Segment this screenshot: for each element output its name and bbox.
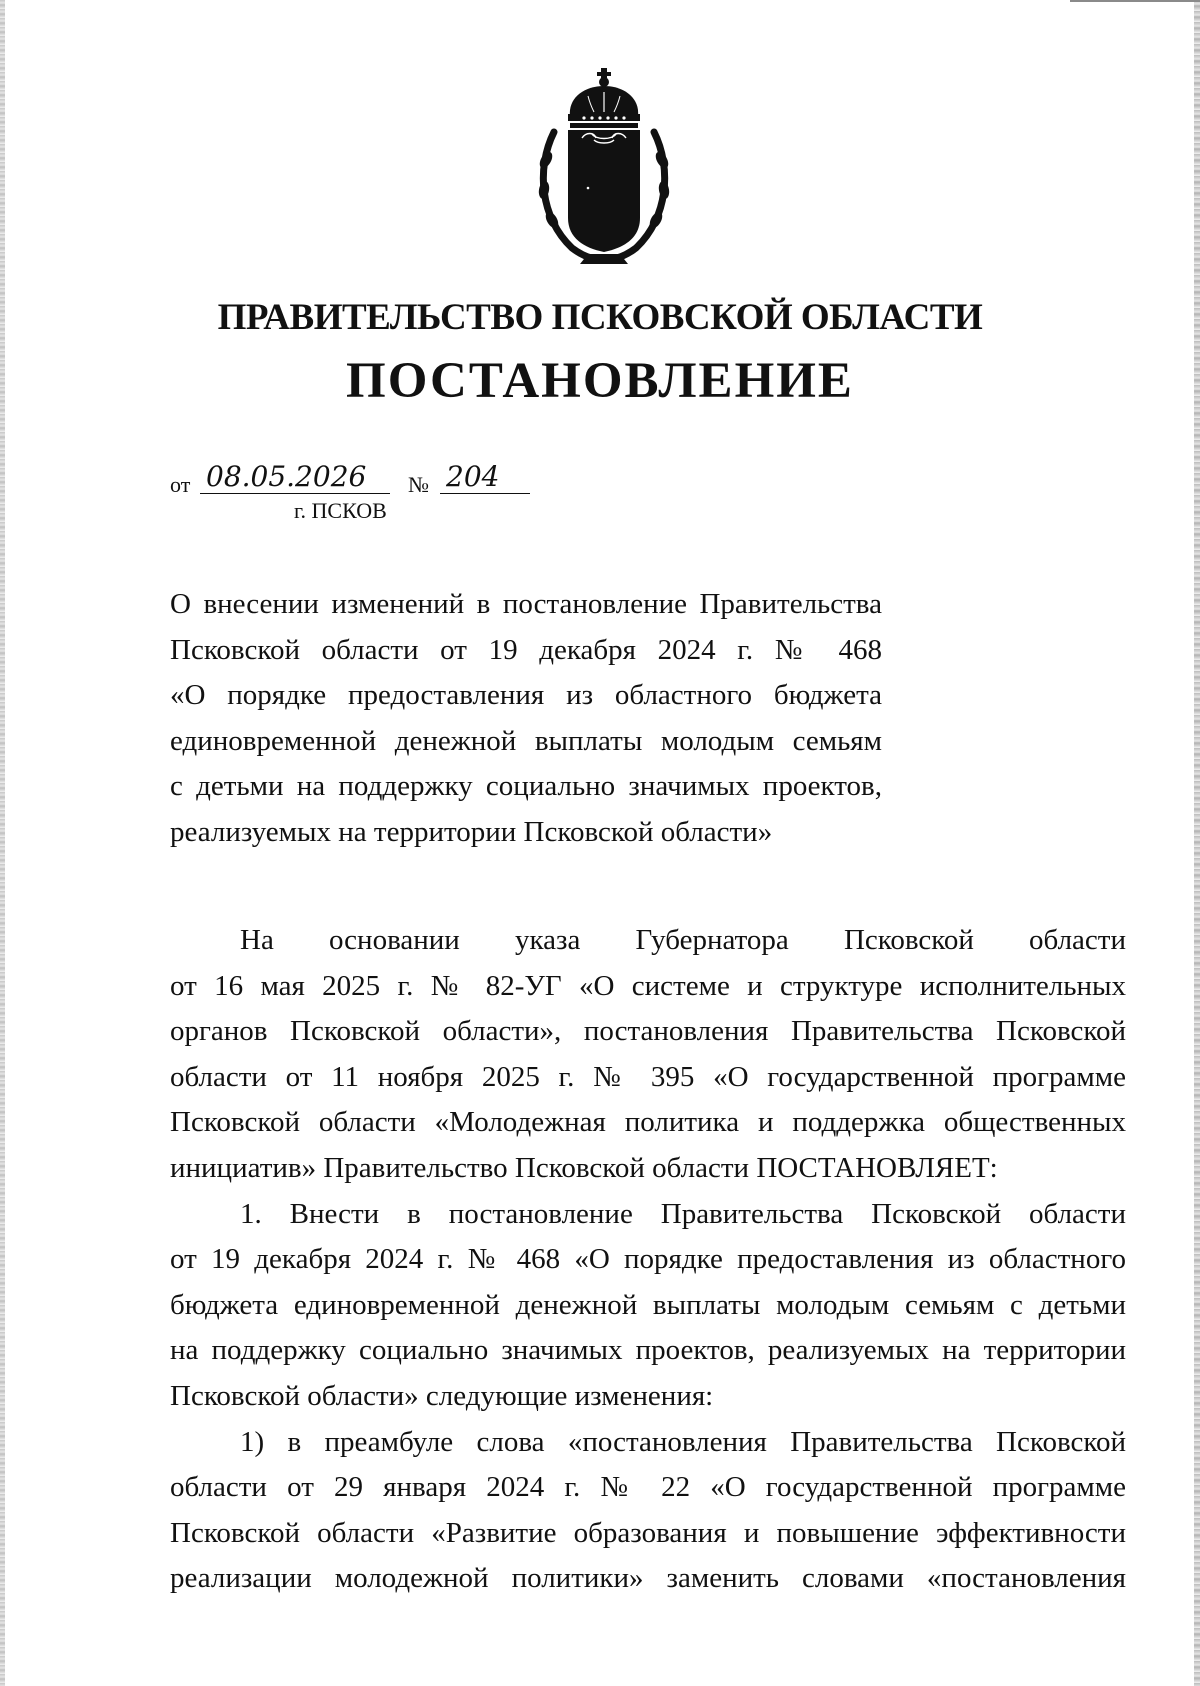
subject-line: с детьми на поддержку социально значимых проектов, [170, 770, 882, 802]
body-line: На основании указа Губернатора Псковской области [240, 924, 1126, 956]
body-line: 1) в преамбуле слова «постановления Правительства Псковской [240, 1425, 1126, 1458]
body-line: области от 11 ноября 2025 г. № 395 «О государственной программе [170, 1060, 1126, 1093]
scan-edge-top [1070, 0, 1200, 2]
body-line: области от 29 января 2024 г. № 22 «О государственной программе [170, 1471, 1126, 1504]
subject-line: О внесении изменений в постановление Правительства [170, 588, 882, 620]
body-line: на поддержку социально значимых проектов, реализуемых на территории [170, 1334, 1126, 1367]
number-prefix: № [408, 472, 429, 497]
body-line: Псковской области «Развитие образования и повышение эффективности [170, 1516, 1126, 1549]
subject-line: «О порядке предоставления из областного бюджета [170, 679, 882, 711]
document-meta [170, 460, 550, 530]
subject-line: реализуемых на территории Псковской области» [170, 815, 773, 848]
body-line: от 19 декабря 2024 г. № 468 «О порядке предоставления из областного [170, 1243, 1126, 1276]
date-prefix: от [170, 472, 191, 497]
scan-edge-right [1194, 0, 1200, 1686]
body-line: органов Псковской области», постановления Правительства Псковской [170, 1015, 1126, 1048]
scan-edge-left [0, 0, 5, 1686]
document-date: 08.05.2026 [200, 460, 390, 494]
document-city: г. ПСКОВ [294, 498, 387, 523]
subject-line: единовременной денежной выплаты молодым семьям [170, 724, 882, 757]
document-type-title: ПОСТАНОВЛЕНИЕ [346, 353, 854, 409]
body-line: от 16 мая 2025 г. № 82-УГ «О системе и структуре исполнительных [170, 969, 1126, 1002]
body-line: Псковской области» следующие изменения: [170, 1379, 714, 1412]
coat-of-arms-icon [532, 68, 676, 268]
body-line: бюджета единовременной денежной выплаты молодым семьям с детьми [170, 1288, 1126, 1321]
document-number: 204 [440, 460, 530, 494]
document-body [170, 918, 1126, 1602]
document-subject [170, 582, 882, 855]
body-line: инициатив» Правительство Псковской области ПОСТАНОВЛЯЕТ: [170, 1151, 998, 1184]
organization-title: ПРАВИТЕЛЬСТВО ПСКОВСКОЙ ОБЛАСТИ [217, 297, 983, 338]
body-line: Псковской области «Молодежная политика и поддержка общественных [170, 1106, 1126, 1139]
body-line: реализации молодежной политики» заменить словами «постановления [170, 1562, 1126, 1595]
body-line: 1. Внести в постановление Правительства Псковской области [240, 1197, 1126, 1230]
subject-line: Псковской области от 19 декабря 2024 г. № 468 [170, 633, 882, 666]
